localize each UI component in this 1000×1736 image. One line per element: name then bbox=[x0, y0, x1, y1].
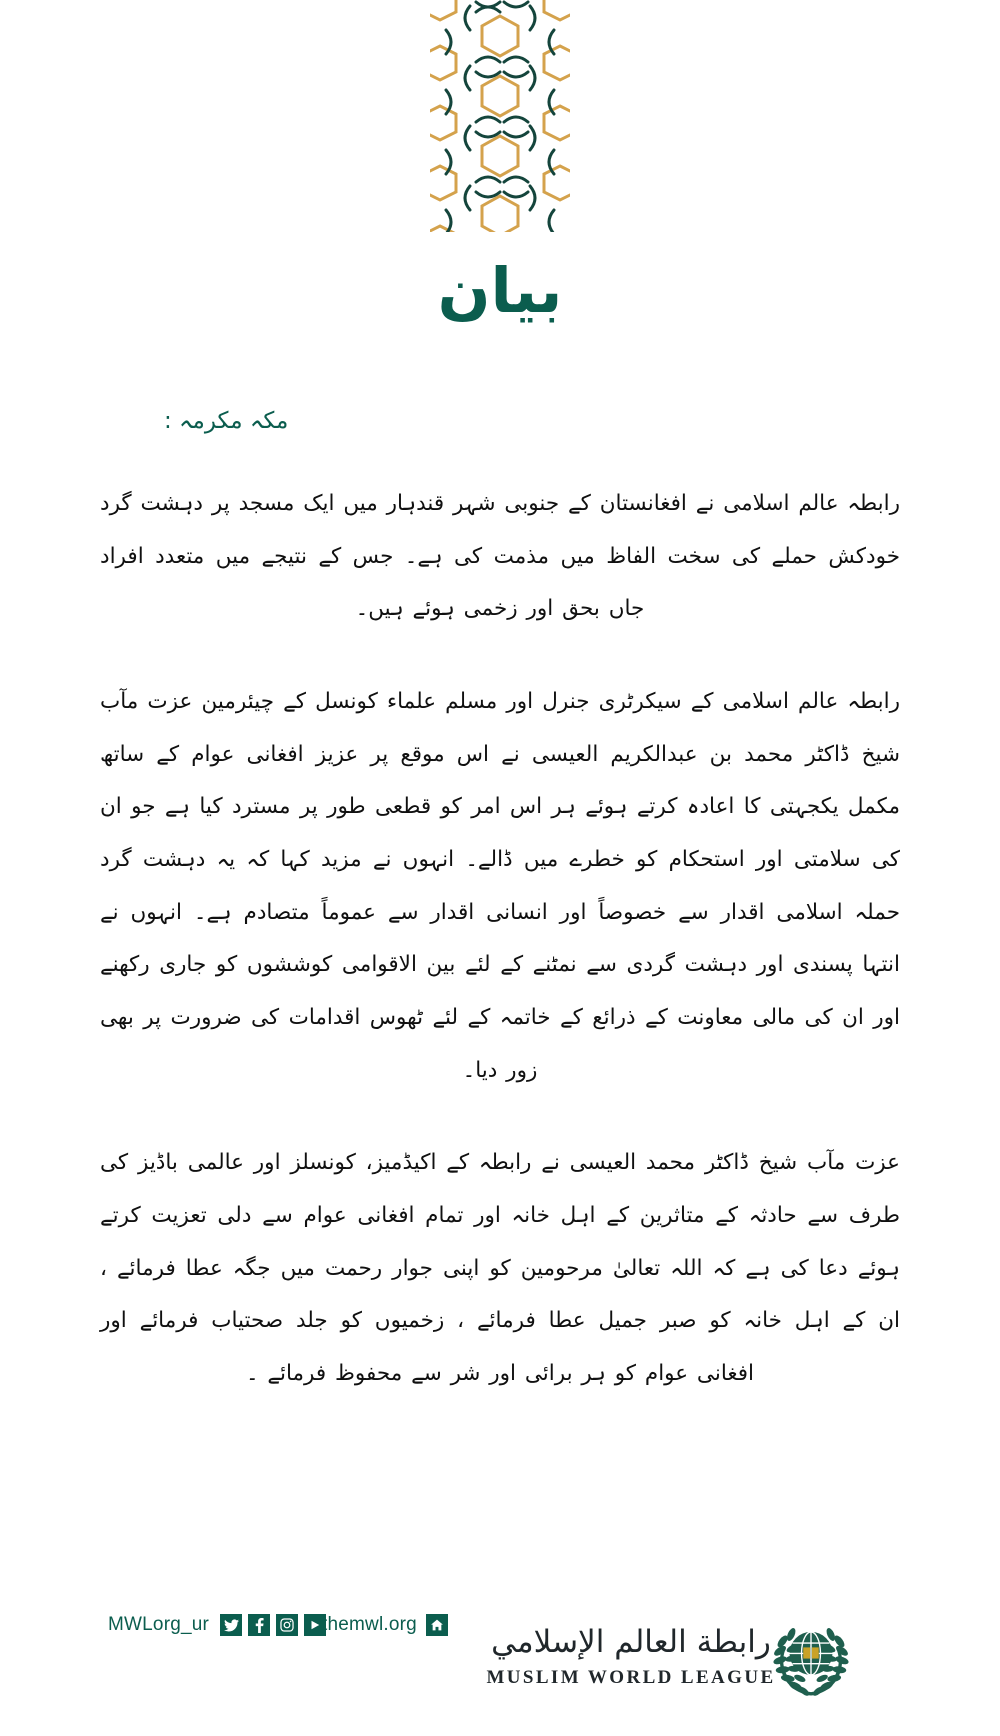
instagram-glyph bbox=[280, 1618, 294, 1632]
twitter-glyph bbox=[224, 1619, 239, 1632]
statement-body bbox=[100, 478, 900, 1401]
footer bbox=[0, 1596, 1000, 1716]
logo-arabic-name: رابطة العالم الإسلامي bbox=[491, 1623, 771, 1660]
paragraph-2: رابطہ عالم اسلامی کے سیکرٹری جنرل اور مسلم علماء کونسل کے چیئرمین عزت مآب شیخ ڈاکٹر محمد بن عبدالکریم العیسی نے اس موقع پر عزیز افغانی عوام کے ساتھ مکمل یکجہتی کا اعادہ کرتے ہوئے ہر اس امر کو قطعی طور پر مسترد کیا ہے جو ان کی سلامتی اور استحکام کو خطرے میں ڈالے۔ انہوں نے مزید کہا کہ یہ دہشت گرد حملہ اسلامی اقدار سے خصوصاً اور انسانی اقدار سے عموماً متصادم ہے۔ انہوں نے انتہا پسندی اور دہشت گردی سے نمٹنے کے لئے بین الاقوامی کوششوں کو جاری رکھنے اور ان کی مالی معاونت کے ذرائع کے خاتمہ کے لئے ٹھوس اقدامات کی ضرورت پر بھی زور دیا۔ bbox=[100, 689, 900, 1083]
youtube-glyph bbox=[308, 1619, 322, 1631]
social-links bbox=[108, 1614, 332, 1636]
paragraph-1: رابطہ عالم اسلامی نے افغانستان کے جنوبی شہر قندہار میں ایک مسجد پر دہشت گرد خودکش حملے کی سخت الفاظ میں مذمت کی ہے۔ جس کے نتیجے میں متعدد افراد جاں بحق اور زخمی ہوئے ہیں۔ bbox=[100, 491, 900, 622]
website-label: themwl.org bbox=[322, 1614, 417, 1635]
header-ornament bbox=[0, 0, 1000, 232]
geometric-pattern-icon bbox=[430, 0, 570, 232]
home-glyph bbox=[430, 1618, 444, 1632]
website-link[interactable] bbox=[322, 1614, 454, 1636]
home-icon[interactable] bbox=[426, 1614, 448, 1636]
page-title: بیان bbox=[437, 254, 563, 327]
facebook-icon[interactable] bbox=[248, 1614, 270, 1636]
instagram-icon[interactable] bbox=[276, 1614, 298, 1636]
mwl-globe-emblem bbox=[768, 1610, 854, 1702]
social-handle: MWLorg_ur bbox=[108, 1614, 210, 1635]
paragraph-3: عزت مآب شیخ ڈاکٹر محمد العیسی نے رابطہ کے اکیڈمیز، کونسلز اور عالمی باڈیز کی طرف سے حادثہ کے متاثرین کے اہل خانہ اور تمام افغانی عوام سے دلی تعزیت کرتے ہوئے دعا کی ہے کہ اللہ تعالیٰ مرحومین کو اپنی جوار رحمت میں جگہ عطا فرمائے ، ان کے اہل خانہ کو صبر جمیل عطا فرمائے ، زخمیوں کو جلد صحتیاب فرمائے اور افغانی عوام کو ہر برائی اور شر سے محفوظ فرمائے ۔ bbox=[100, 1150, 900, 1387]
logo-english-name: MUSLIM WORLD LEAGUE bbox=[486, 1667, 776, 1689]
twitter-icon[interactable] bbox=[220, 1614, 242, 1636]
dateline bbox=[84, 408, 904, 434]
facebook-glyph bbox=[255, 1618, 264, 1633]
logo-wordmark bbox=[486, 1623, 776, 1690]
dateline-text: مکہ مکرمہ : bbox=[164, 408, 289, 434]
mwl-logo bbox=[486, 1596, 846, 1716]
